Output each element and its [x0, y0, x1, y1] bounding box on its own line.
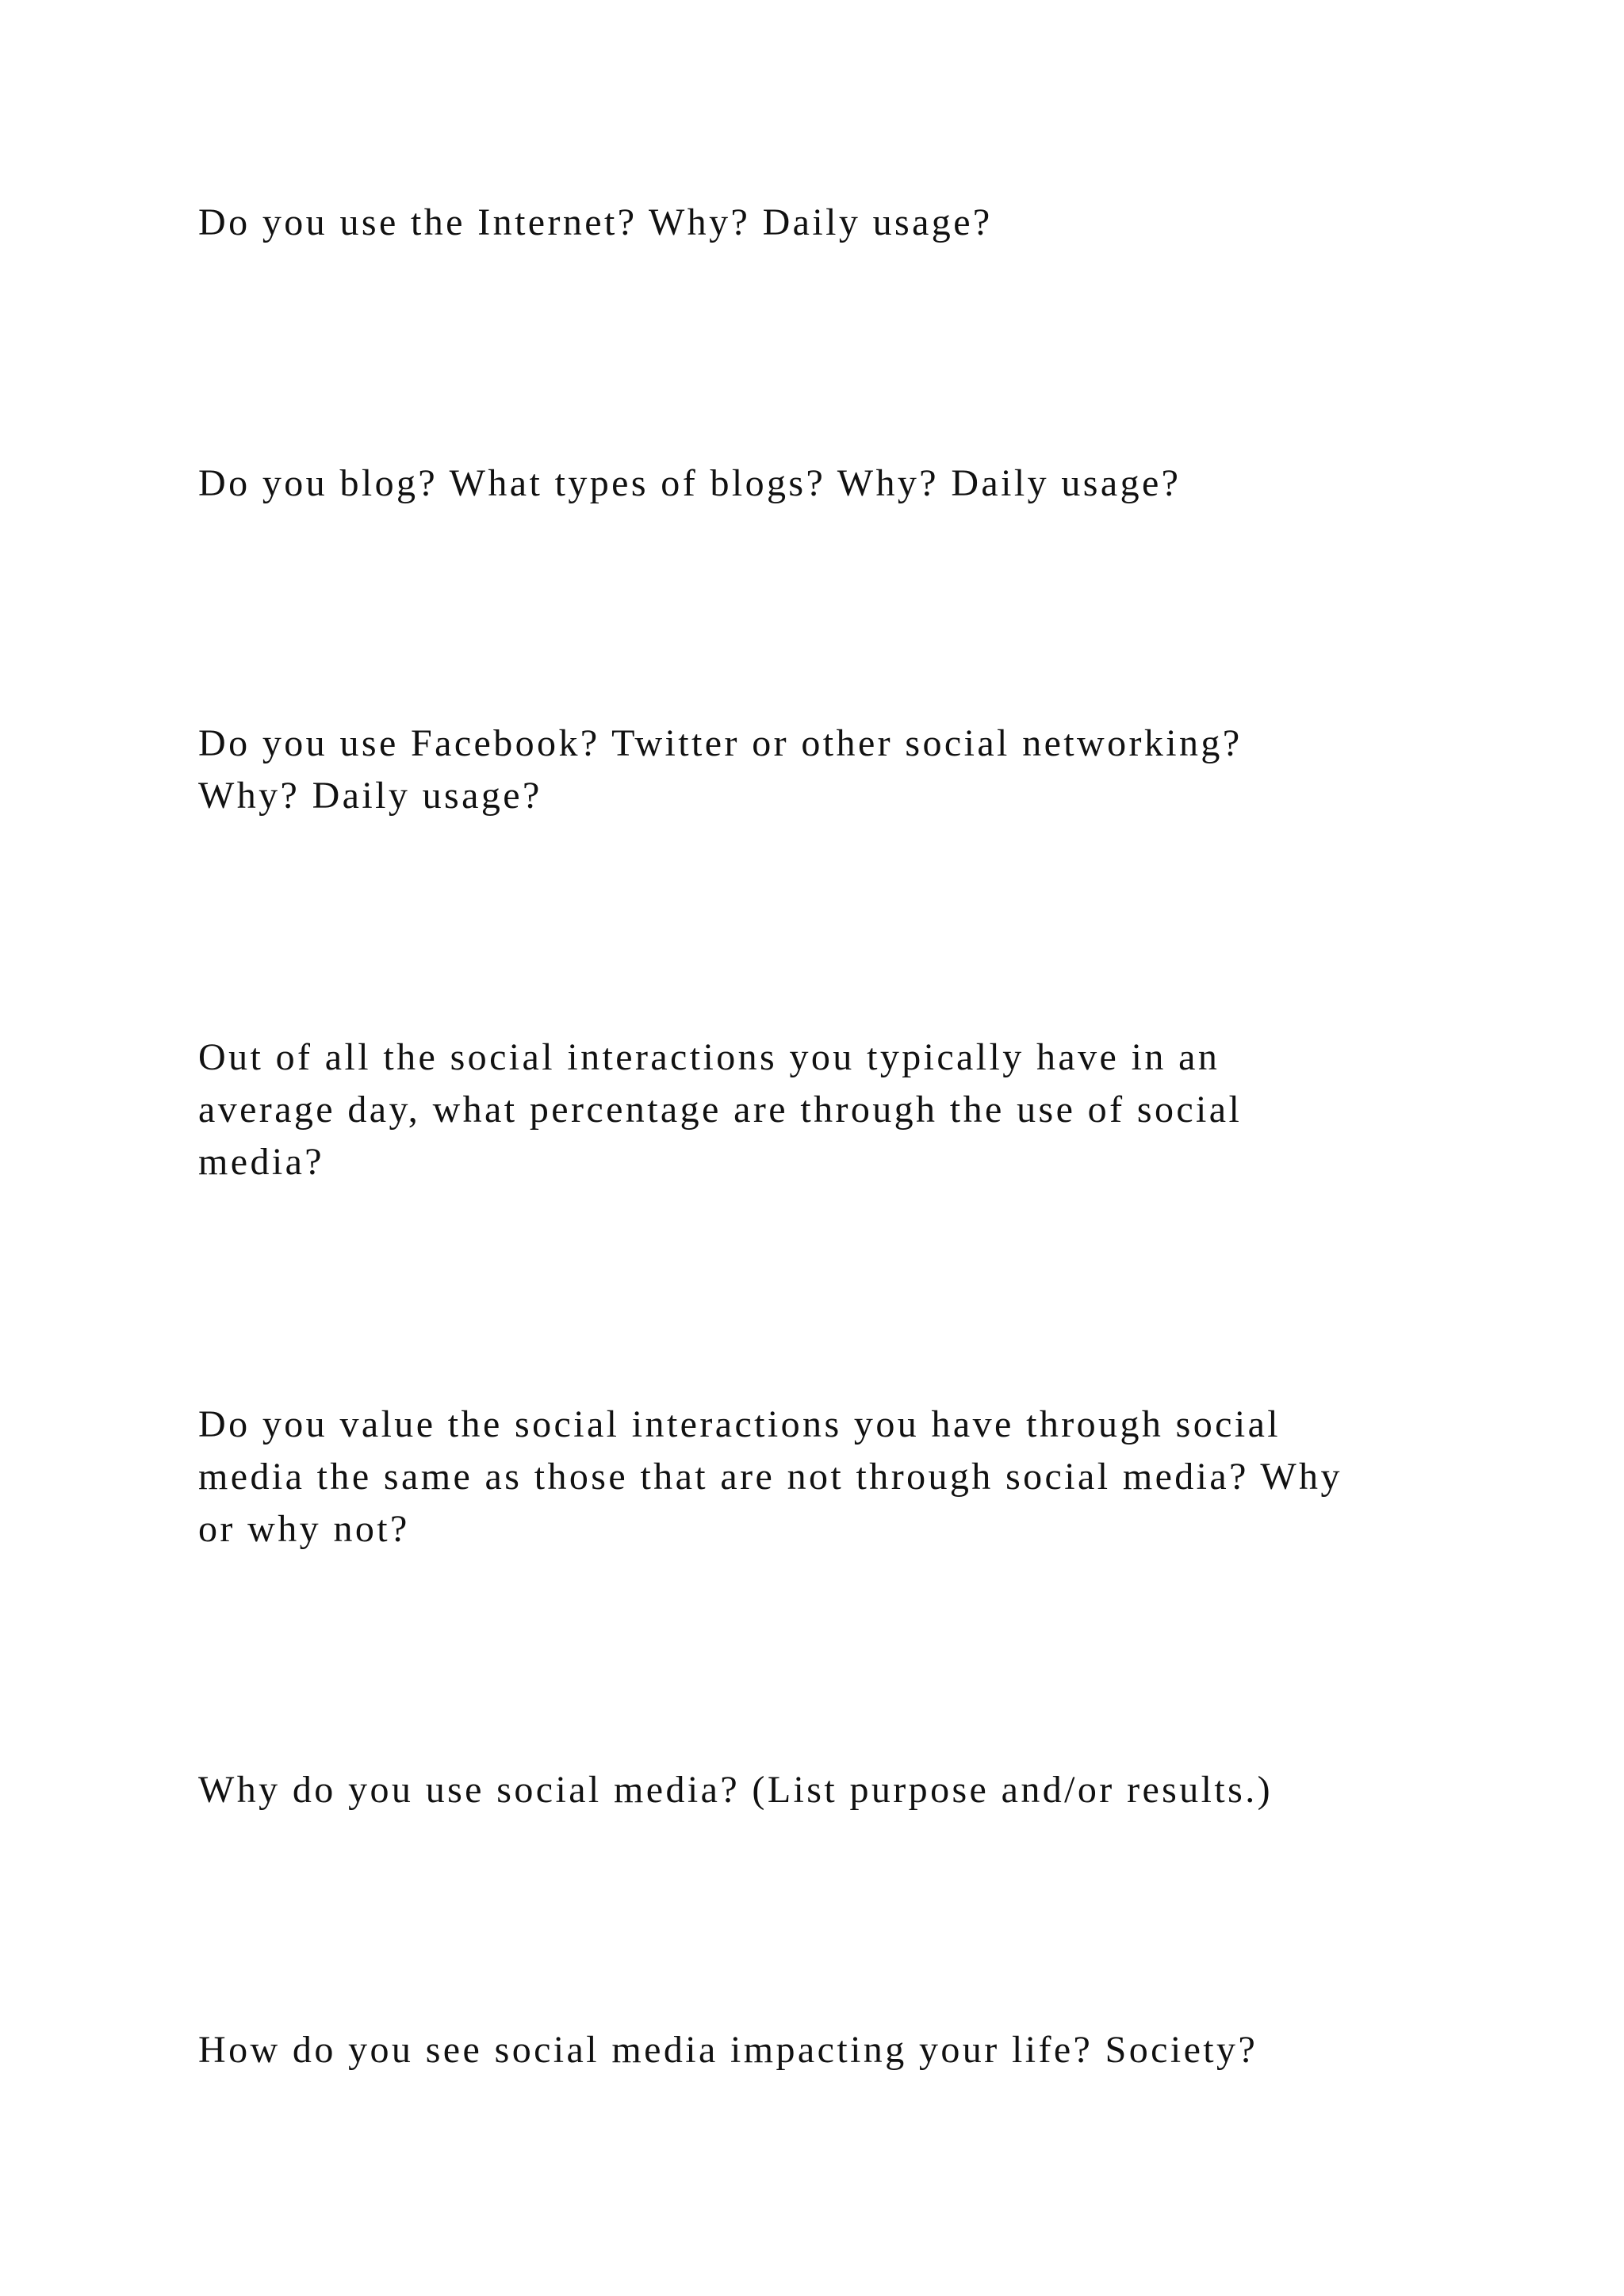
question-social-media-impact: How do you see social media impacting your life? Society? — [198, 2029, 1258, 2071]
question-internet-usage: Do you use the Internet? Why? Daily usage? — [198, 201, 993, 243]
question-social-interaction-percentage: Out of all the social interactions you typically have in an average day, what percentage are through the use of social media? — [198, 1036, 1243, 1183]
question-blog-usage: Do you blog? What types of blogs? Why? Daily usage? — [198, 462, 1182, 504]
question-social-networking-usage: Do you use Facebook? Twitter or other social networking? Why? Daily usage? — [198, 722, 1243, 817]
question-why-use-social-media: Why do you use social media? (List purpose and/or results.) — [198, 1769, 1273, 1811]
question-value-social-interactions: Do you value the social interactions you have through social media the same as those that are not through social media? Why or why not? — [198, 1403, 1342, 1550]
